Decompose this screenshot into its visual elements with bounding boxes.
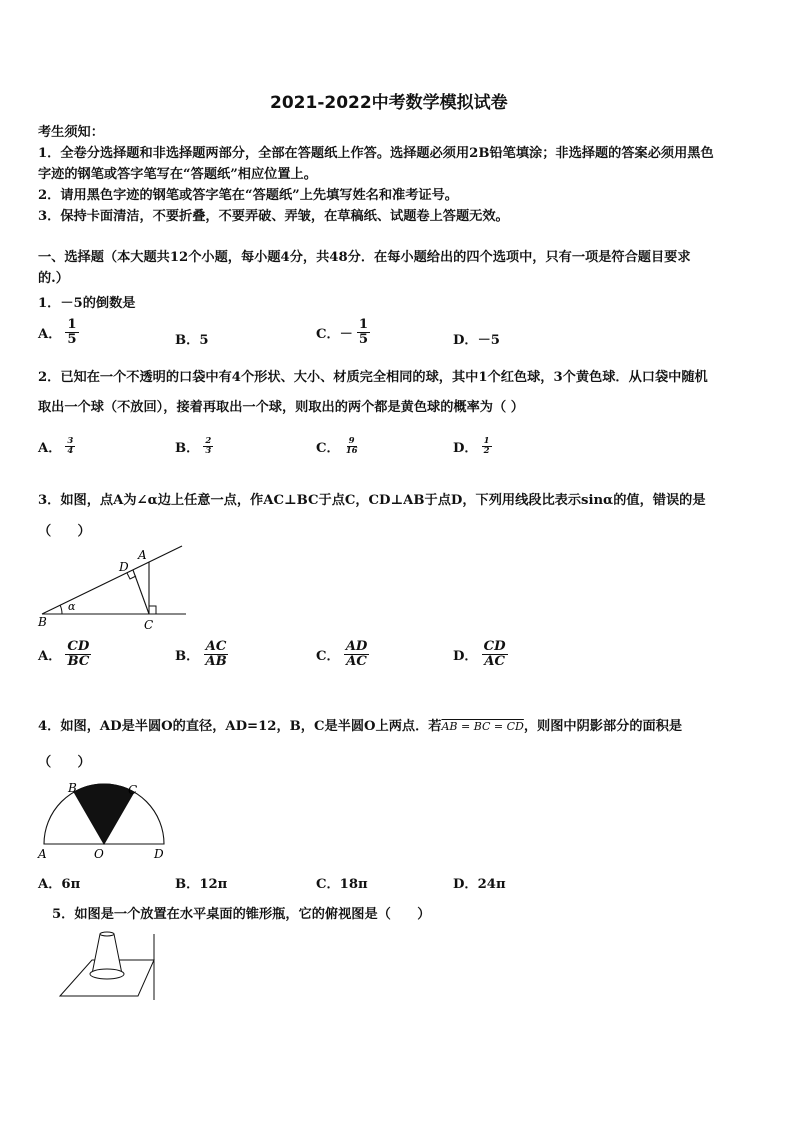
q2-stem-line-1: 2．已知在一个不透明的口袋中有4个形状、大小、材质完全相同的球，其中1个红色球，3个黄色球．从口袋中随机 (38, 370, 708, 385)
q3-stem-line-2: （ ） (38, 524, 91, 539)
flask-body (92, 934, 122, 974)
q3-option-d[interactable] (453, 640, 508, 669)
label-b: B (68, 781, 77, 795)
fraction: $\frac{9}{16}$ (345, 436, 358, 456)
fraction: $\frac{1}{5}$ (358, 317, 369, 347)
option-label: C． (316, 648, 340, 664)
q1-option-d[interactable]: D．－5 (453, 333, 500, 348)
q3-triangle-figure (36, 540, 192, 632)
option-label: A． (38, 326, 62, 342)
notice-line-2: 2．请用黑色字迹的钢笔或答字笔在“答题纸”上先填写姓名和准考证号。 (38, 188, 458, 203)
q1-option-a[interactable] (38, 318, 79, 347)
q4-option-a[interactable]: A．6π (38, 877, 81, 892)
label-alpha: α (68, 600, 76, 613)
q4-option-d[interactable]: D．24π (453, 877, 506, 892)
q3-option-b[interactable] (175, 640, 229, 669)
option-label: A． (38, 648, 62, 664)
shaded-region (74, 784, 134, 844)
notice-line-3: 3．保持卡面清洁，不要折叠，不要弄破、弄皱，在草稿纸、试题卷上答题无效。 (38, 209, 509, 224)
fraction: $\frac{2}{3}$ (205, 436, 212, 456)
option-label: B． (175, 648, 200, 664)
q1-option-b[interactable]: B．5 (175, 333, 209, 348)
q3-stem-line-1: 3．如图，点A为∠α边上任意一点，作AC⊥BC于点C，CD⊥AB于点D，下列用线段比表示sinα的值，错误的是 (38, 493, 706, 508)
q5-stem: 5．如图是一个放置在水平桌面的锥形瓶，它的俯视图是（ ） (52, 907, 431, 922)
fraction: $\frac{CD}{BC}$ (67, 639, 90, 669)
q4-stem-text: 4．如图，AD是半圆O的直径，AD=12，B，C是半圆O上两点．若 (38, 719, 442, 734)
angle-alpha-arc (60, 605, 62, 614)
option-label: C．－ (316, 326, 353, 342)
option-label: B． (175, 441, 200, 456)
notice-heading: 考生须知： (38, 125, 104, 140)
q3-option-c[interactable] (316, 640, 369, 669)
q2-option-b[interactable] (175, 437, 213, 456)
q4-stem-line-1 (38, 715, 682, 734)
q2-stem-line-2: 取出一个球（不放回），接着再取出一个球，则取出的两个都是黄色球的概率为（ ） (38, 400, 524, 415)
flask-mouth (100, 932, 114, 936)
q2-option-a[interactable] (38, 437, 75, 456)
option-label: D． (453, 441, 478, 456)
q4-option-c[interactable]: C．18π (316, 877, 368, 892)
q2-option-c[interactable] (316, 437, 360, 456)
q1-option-c[interactable] (316, 318, 370, 347)
q3-option-a[interactable] (38, 640, 91, 669)
label-d: D (154, 847, 164, 861)
fraction: $\frac{AC}{AB}$ (205, 639, 227, 669)
label-c: C (128, 783, 138, 797)
page-title: 2021-2022中考数学模拟试卷 (270, 93, 508, 113)
right-angle-mark-c (149, 606, 156, 614)
fraction: $\frac{1}{2}$ (483, 436, 490, 456)
label-b: B (38, 615, 47, 629)
q4-arc-equation: AB = BC = CD (441, 720, 524, 733)
q1-stem: 1．－5的倒数是 (38, 296, 136, 311)
q4-stem-text-end: ，则图中阴影部分的面积是 (523, 719, 683, 734)
option-label: C． (316, 441, 340, 456)
flask-base (90, 969, 124, 979)
notice-line-1a: 1．全卷分选择题和非选择题两部分，全部在答题纸上作答。选择题必须用2B铅笔填涂；非选择题的答案必须用黑色 (38, 146, 714, 161)
q2-option-d[interactable] (453, 437, 492, 456)
option-label: D． (453, 648, 478, 664)
section-heading-line-1: 一、选择题（本大题共12个小题，每小题4分，共48分．在每小题给出的四个选项中，只有一项是符合题目要求 (38, 250, 691, 265)
notice-line-1b: 字迹的钢笔或答字笔写在“答题纸”相应位置上。 (38, 167, 317, 182)
label-d: D (119, 560, 129, 574)
q4-semicircle-figure (36, 778, 172, 862)
q4-stem-line-2: （ ） (38, 755, 91, 770)
label-c: C (144, 618, 154, 632)
fraction: $\frac{AD}{AC}$ (345, 639, 368, 669)
label-a: A (38, 847, 47, 861)
fraction: $\frac{1}{5}$ (67, 317, 77, 347)
label-a: A (138, 548, 147, 562)
q5-flask-figure (52, 930, 160, 1004)
option-label: A． (38, 441, 62, 456)
q4-option-b[interactable]: B．12π (175, 877, 228, 892)
fraction: $\frac{CD}{AC}$ (483, 639, 506, 669)
label-o: O (94, 847, 104, 861)
section-heading-line-2: 的.） (38, 271, 69, 286)
fraction: $\frac{3}{4}$ (67, 436, 74, 456)
ray-ba (42, 546, 182, 614)
